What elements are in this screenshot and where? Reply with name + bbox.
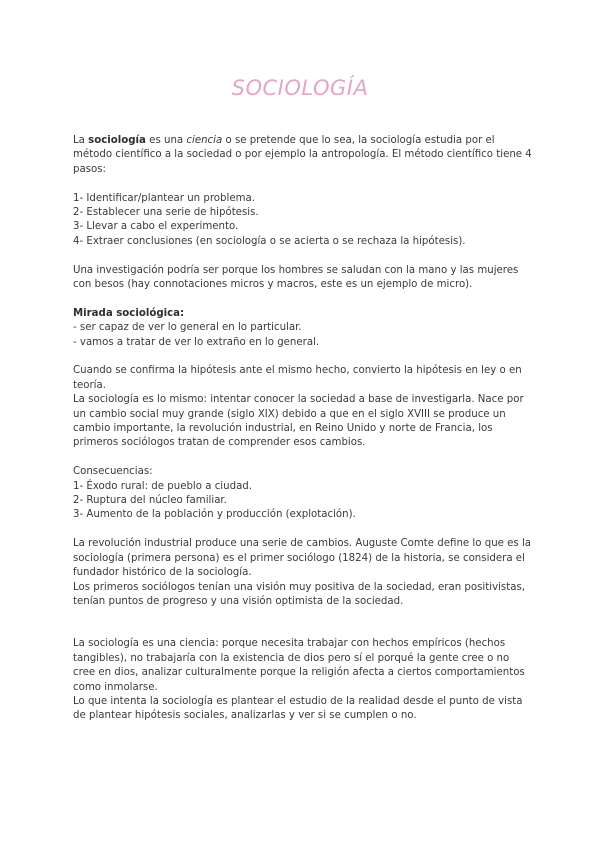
document-body [73, 134, 533, 724]
consecuencia-item: 2- Ruptura del núcleo familiar. [73, 495, 227, 507]
intro-emph: ciencia [186, 135, 223, 146]
step-item: 2- Establecer una serie de hipótesis. [73, 207, 259, 219]
step-item: 1- Identificar/plantear un problema. [73, 192, 256, 204]
mirada-item: - vamos a tratar de ver lo extraño en lo general. [73, 336, 320, 348]
revolucion-paragraph: La revolución industrial produce una serie de cambios. Auguste Comte define lo que es la sociología (primera persona) es el primer sociólogo (1824) de la historia, se considera el fundador histórico de la sociología. [73, 538, 532, 579]
example-paragraph: Una investigación podría ser porque los hombres se saludan con la mano y las mujeres con besos (hay connotaciones micros y macros, este es un ejemplo de micro). [73, 264, 519, 291]
intro-paragraph [73, 134, 533, 177]
intro-prefix: La [73, 135, 85, 146]
mirada-heading [73, 307, 533, 321]
page-title: SOCIOLOGÍA [231, 76, 369, 100]
step-item: 4- Extraer conclusiones (en sociología o se acierta o se rechaza la hipótesis). [73, 235, 466, 247]
consecuencias-heading: Consecuencias: [73, 466, 153, 478]
same-paragraph: La sociología es lo mismo: intentar conocer la sociedad a base de investigarla. Nace por un cambio social muy grande (siglo XIX) debido a que en el siglo XVIII se produce un cambio importante, la revolución industrial, en Reino Unido y norte de Francia, los primeros sociólogos tratan de comprender esos cambios. [73, 394, 524, 449]
intro-rest: o se pretende que lo sea, la sociología estudia por el método científico a la sociedad o por ejemplo la antropología. El método científico tiene 4 pasos: [73, 135, 532, 175]
mirada-heading-text: Mirada sociológica: [73, 307, 185, 319]
mirada-item: - ser capaz de ver lo general en lo particular. [73, 322, 302, 334]
intro-mid: es una [149, 135, 184, 146]
consecuencia-item: 3- Aumento de la población y producción (explotación). [73, 509, 356, 521]
intro-term: sociología [88, 135, 146, 146]
consecuencia-item: 1- Éxodo rural: de pueblo a ciudad. [73, 480, 253, 492]
primeros-paragraph: Los primeros sociólogos tenían una visión muy positiva de la sociedad, eran positivistas, tenían puntos de progreso y una visión optimista de la sociedad. [73, 581, 526, 607]
intenta-paragraph: Lo que intenta la sociología es plantear el estudio de la realidad desde el punto de vista de plantear hipótesis sociales, analizarlas y ver si se cumplen o no. [73, 695, 523, 722]
ciencia-paragraph: La sociología es una ciencia: porque necesita trabajar con hechos empíricos (hechos tangibles), no trabajaría con la existencia de dios pero sí el porqué la gente cree o no cree en dios, analizar culturalmente porque la religión afecta a ciertos comportamientos como inmolarse. [73, 638, 525, 693]
step-item: 3- Llevar a cabo el experimento. [73, 221, 239, 233]
confirm-paragraph: Cuando se confirma la hipótesis ante el mismo hecho, convierto la hipótesis en ley o en teoría. [73, 365, 522, 391]
